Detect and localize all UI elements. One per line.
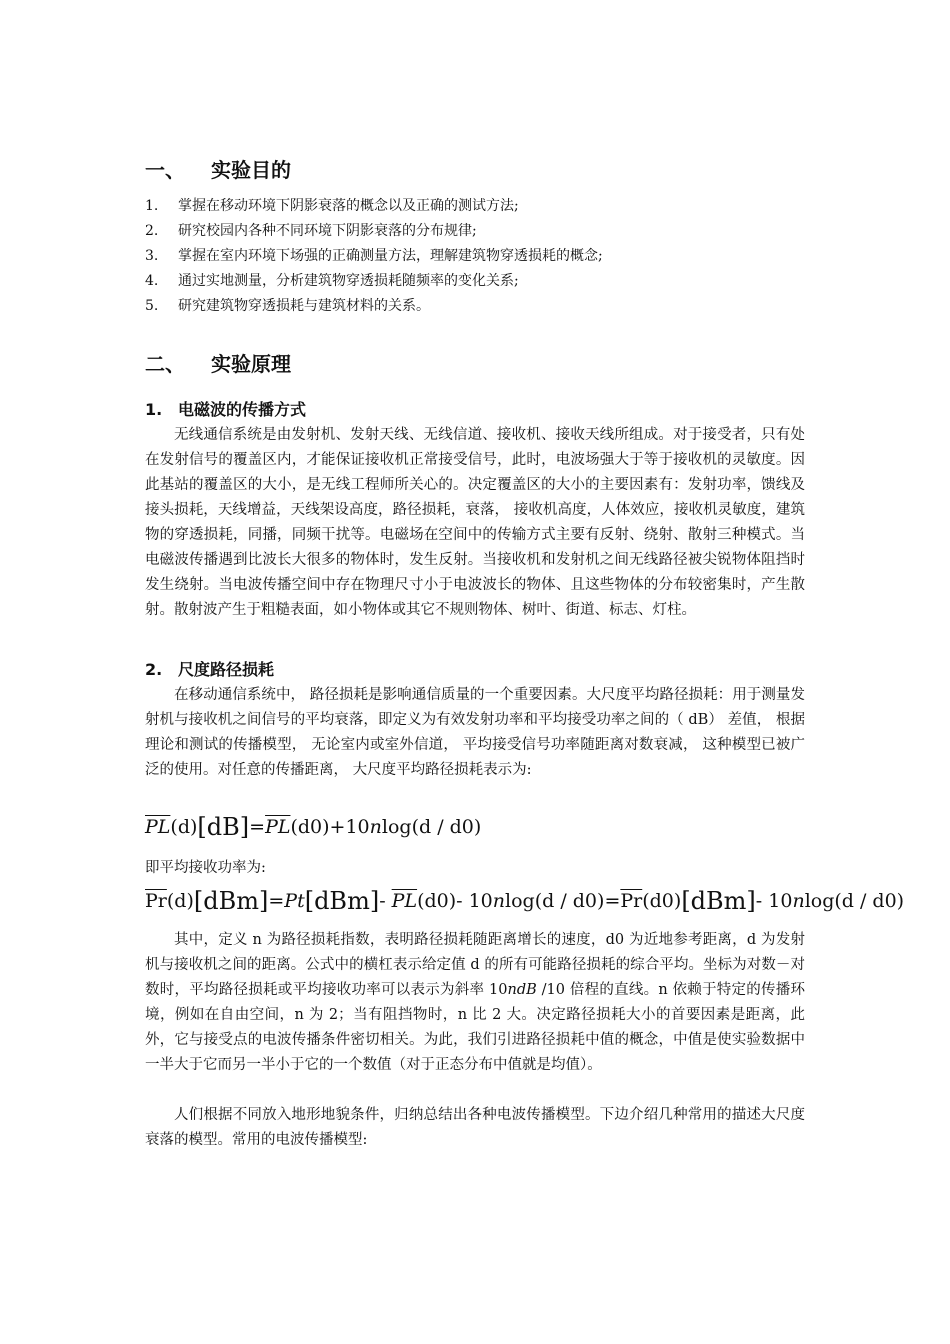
formula-part: (d0) [642,890,682,912]
subsection-2-number: 2. [145,660,163,679]
formula-unit: [dB] [197,813,250,841]
received-power-formula [145,886,904,916]
formula-unit: [dBm] [681,887,756,915]
list-item-text: 掌握在移动环境下阴影衰落的概念以及正确的测试方法; [178,198,519,214]
path-loss-paragraph: 在移动通信系统中， 路径损耗是影响通信质量的一个重要因素。大尺度平均路径损耗：用于测量发射机与接收机之间信号的平均衰落，即定义为有效发射功率和平均接受功率之间的（ dB） 差值， 根据理论和测试的传播模型， 无论室内或室外信道， 平均接受信号功率随距离对数衰减， 这种模型已被广泛的使用。对任意的传播距离， 大尺度平均路径损耗表示为: [145,687,805,778]
formula-part: - [379,890,392,912]
explanation-text: 倍程的直线。n 依赖于特定的传播环境，例如在自由空间，n 为 2；当有阻挡物时，n 比 2 大。决定路径损耗大小的首要因素是距离，此外，它与接受点的电波传播条件密切相关。为此，我们引进路径损耗中值的概念，中值是使实验数据中一半大于它而另一半小于它的一个数值（对于正态分布中值就是均值）。 [145,982,805,1073]
list-item-number: 4. [145,273,159,289]
subsection-1-heading [145,398,306,422]
list-item [145,194,825,219]
list-item-number: 2. [145,223,159,239]
subsection-2-title: 尺度路径损耗 [178,660,275,679]
path-loss-formula [145,812,481,842]
received-power-intro: 即平均接收功率为: [145,860,266,876]
formula-part: - 10 [755,890,793,912]
list-item-text: 掌握在室内环境下场强的正确测量方法，理解建筑物穿透损耗的概念; [178,248,603,264]
slope-ndb: ndB [507,982,537,998]
path-loss-explanation [145,928,805,1078]
subsection-2-heading [145,658,274,682]
section-1-title: 实验目的 [211,158,291,182]
formula-part: (d) [170,816,198,838]
section-1-number: 一、 [145,158,185,182]
formula-pr-bar: $\overline{Pr}$ [620,890,643,912]
subsection-1-number: 1. [145,400,163,419]
formula-part: (d0)- 10 [417,890,493,912]
formula-equals: = [249,816,266,838]
subsection-1-title: 电磁波的传播方式 [178,400,307,419]
formula-n: n [369,816,382,838]
formula-pr-bar: $\overline{Pr}$ [145,890,167,912]
list-item-text: 研究校园内各种不同环境下阴影衰落的分布规律; [178,223,477,239]
formula-n: n [792,890,805,912]
slope-ten: 10 [489,982,508,998]
formula-equals: = [268,890,285,912]
formula-part: log(d / d0) [381,816,482,838]
objectives-list [145,194,825,319]
section-2-heading [145,350,291,378]
formula-pl-bar: $\overline{PL}$ [391,890,418,912]
formula-part: log(d / d0) [505,890,605,912]
propagation-paragraph: 无线通信系统是由发射机、发射天线、无线信道、接收机、接收天线所组成。对于接受者，只有处在发射信号的覆盖区内，才能保证接收机正常接受信号，此时，电波场强大于等于接收机的灵敏度。因此基站的覆盖区的大小，是无线工程师所关心的。决定覆盖区的大小的主要因素有：发射功率，馈线及接头损耗，天线增益，天线架设高度，路径损耗，衰落， 接收机高度，人体效应，接收机灵敏度，建筑物的穿透损耗，同播，同频干扰等。电磁场在空间中的传输方式主要有反射、绕射、散射三种模式。当电磁波传播遇到比波长大很多的物体时，发生反射。当接收机和发射机之间无线路径被尖锐物体阻挡时发生绕射。当电波传播空间中存在物理尺寸小于电波波长的物体、且这些物体的分布较密集时，产生散射。散射波产生于粗糙表面，如小物体或其它不规则物体、树叶、街道、标志、灯柱。 [145,427,805,618]
formula-equals: = [604,890,621,912]
list-item [145,269,825,294]
section-1-heading [145,156,291,184]
section-2-title: 实验原理 [211,352,291,376]
formula-unit: [dBm] [193,887,269,915]
list-item-number: 1. [145,198,159,214]
formula-unit: [dBm] [304,887,380,915]
list-item-text: 通过实地测量，分析建筑物穿透损耗随频率的变化关系; [178,273,519,289]
list-item-number: 5. [145,298,159,314]
list-item [145,294,825,319]
models-intro-paragraph: 人们根据不同放入地形地貌条件，归纳总结出各种电波传播模型。下边介绍几种常用的描述大尺度衰落的模型。常用的电波传播模型: [145,1107,805,1148]
formula-pl-bar: $\overline{PL}$ [145,816,171,838]
formula-pl-bar: $\overline{PL}$ [265,816,291,838]
explanation-text: 其中，定义 n 为路径损耗指数，表明路径损耗随距离增长的速度，d0 为近地参考距离，d 为发射机与接收机之间的距离。公式中的横杠表示给定值 d 的所有可能路径损耗的综合平均。坐标为对数－对数时，平均路径损耗或平均接收功率可以表示为斜率 [145,932,805,998]
slope-rest: /10 [536,982,565,998]
list-item [145,219,825,244]
list-item-text: 研究建筑物穿透损耗与建筑材料的关系。 [178,298,430,314]
section-2-number: 二、 [145,352,185,376]
formula-part: (d) [166,890,194,912]
list-item-number: 3. [145,248,159,264]
formula-part: log(d / d0) [804,890,905,912]
formula-part: (d0)+10 [290,816,370,838]
list-item [145,244,825,269]
formula-pt: Pt [284,890,305,912]
formula-n: n [492,890,506,912]
